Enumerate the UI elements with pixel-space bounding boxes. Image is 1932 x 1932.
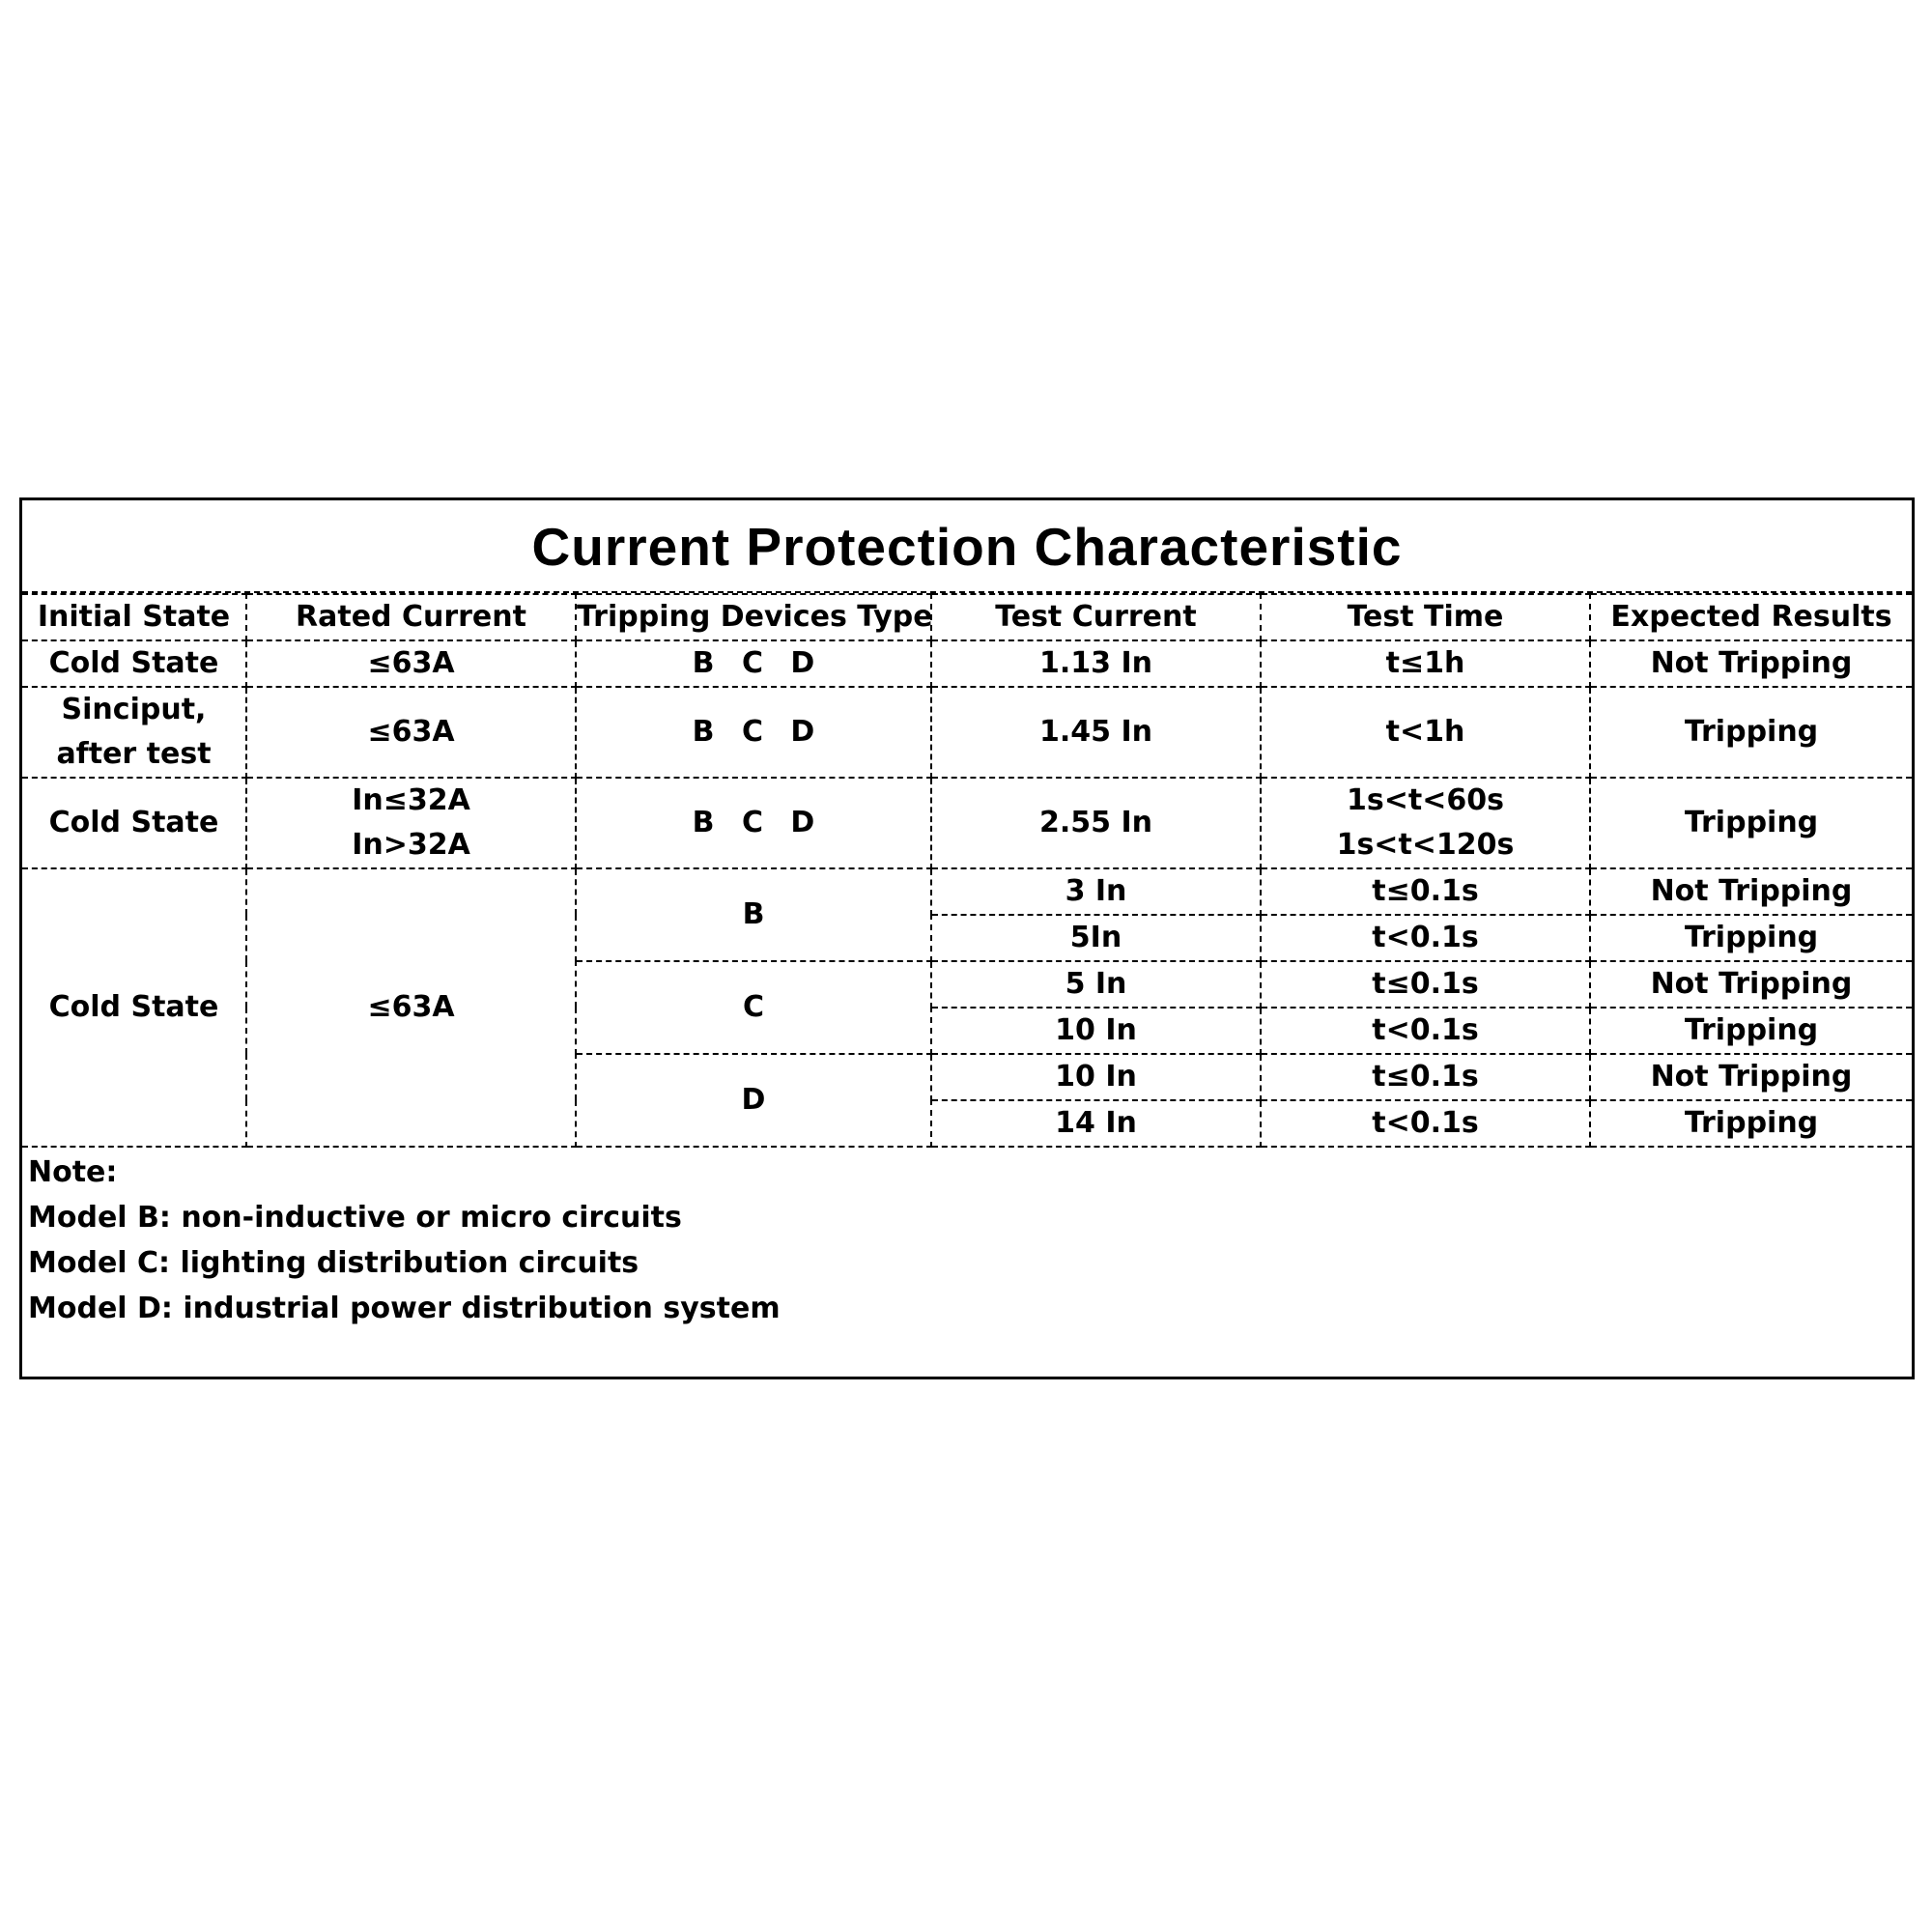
cell-expected-result: Not Tripping <box>1590 640 1912 687</box>
cell-test-time: t<1h <box>1261 687 1590 778</box>
cell-line: Sinciput, <box>61 693 207 726</box>
cell-test-current: 2.55 In <box>931 778 1261 868</box>
cell-initial-state <box>22 687 246 778</box>
cell-test-time: t≤0.1s <box>1261 1054 1590 1100</box>
cell-line: In>32A <box>352 828 470 862</box>
notes-section <box>22 1148 1912 1331</box>
cell-line: after test <box>56 737 212 771</box>
cell-tripping-type: B C D <box>576 640 931 687</box>
header-rated-current: Rated Current <box>246 594 576 640</box>
cell-test-current: 1.45 In <box>931 687 1261 778</box>
table-row <box>22 778 1912 868</box>
cell-test-current: 5In <box>931 915 1261 961</box>
spec-table-frame <box>19 497 1915 1379</box>
cell-test-current: 3 In <box>931 868 1261 915</box>
cell-line: In≤32A <box>352 783 470 817</box>
cell-initial-state: Cold State <box>22 868 246 1147</box>
table-title: Current Protection Characteristic <box>22 500 1912 593</box>
cell-expected-result: Tripping <box>1590 915 1912 961</box>
header-test-current: Test Current <box>931 594 1261 640</box>
table-row <box>22 868 1912 915</box>
cell-tripping-type: B C D <box>576 778 931 868</box>
cell-test-current: 1.13 In <box>931 640 1261 687</box>
header-initial-state: Initial State <box>22 594 246 640</box>
cell-expected-result: Tripping <box>1590 1008 1912 1054</box>
cell-test-time: t≤0.1s <box>1261 961 1590 1008</box>
cell-expected-result: Not Tripping <box>1590 868 1912 915</box>
cell-test-time: t≤0.1s <box>1261 868 1590 915</box>
cell-rated-current: ≤63A <box>246 687 576 778</box>
cell-rated-current <box>246 778 576 868</box>
cell-expected-result: Not Tripping <box>1590 1054 1912 1100</box>
cell-rated-current: ≤63A <box>246 868 576 1147</box>
cell-test-current: 5 In <box>931 961 1261 1008</box>
cell-tripping-type: B C D <box>576 687 931 778</box>
cell-test-time <box>1261 778 1590 868</box>
cell-expected-result: Tripping <box>1590 687 1912 778</box>
cell-test-current: 10 In <box>931 1054 1261 1100</box>
table-row <box>22 640 1912 687</box>
header-test-time: Test Time <box>1261 594 1590 640</box>
protection-table <box>22 593 1912 1148</box>
cell-expected-result: Not Tripping <box>1590 961 1912 1008</box>
cell-test-time: t≤1h <box>1261 640 1590 687</box>
cell-test-time: t<0.1s <box>1261 1100 1590 1147</box>
cell-tripping-type: D <box>576 1054 931 1147</box>
note-line: Model D: industrial power distribution system <box>28 1292 781 1325</box>
cell-test-time: t<0.1s <box>1261 915 1590 961</box>
table-row <box>22 687 1912 778</box>
header-expected-results: Expected Results <box>1590 594 1912 640</box>
cell-initial-state: Cold State <box>22 640 246 687</box>
cell-tripping-type: B <box>576 868 931 961</box>
cell-tripping-type: C <box>576 961 931 1054</box>
note-line: Model C: lighting distribution circuits <box>28 1246 639 1280</box>
header-tripping-type: Tripping Devices Type <box>576 594 931 640</box>
cell-rated-current: ≤63A <box>246 640 576 687</box>
cell-line: 1s<t<60s <box>1347 783 1504 817</box>
cell-initial-state: Cold State <box>22 778 246 868</box>
cell-expected-result: Tripping <box>1590 778 1912 868</box>
cell-line: 1s<t<120s <box>1336 828 1515 862</box>
header-row <box>22 594 1912 640</box>
cell-test-time: t<0.1s <box>1261 1008 1590 1054</box>
note-heading: Note: <box>28 1155 118 1189</box>
cell-test-current: 10 In <box>931 1008 1261 1054</box>
note-line: Model B: non-inductive or micro circuits <box>28 1201 682 1235</box>
cell-test-current: 14 In <box>931 1100 1261 1147</box>
cell-expected-result: Tripping <box>1590 1100 1912 1147</box>
